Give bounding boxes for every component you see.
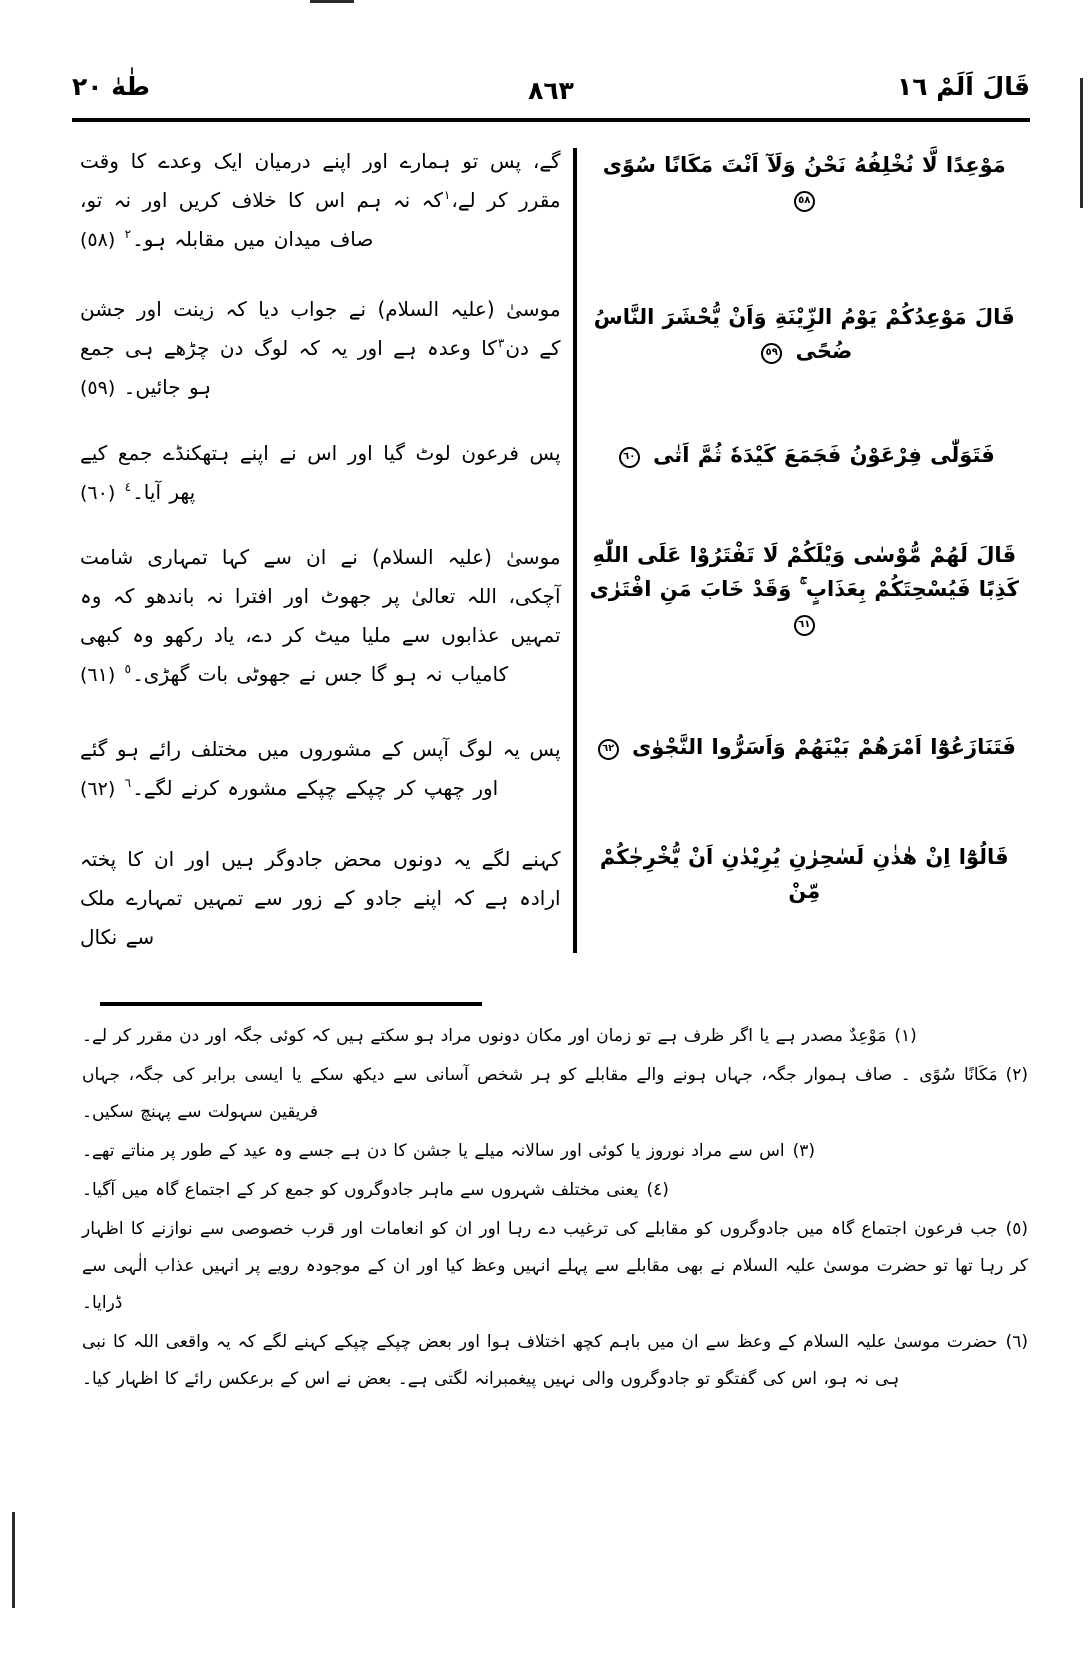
- ayah-block: [587, 148, 1022, 216]
- urdu-column: [78, 140, 567, 960]
- footnote-text: مَکَانًا سُوًی ۔ صاف ہموار جگہ، جہاں ہونے والے مقابلے کو ہر شخص آسانی سے دیکھ سکے یا ایسی برابر کی جگہ، جہاں فریقین سہولت سے پہنچ سکیں۔: [82, 1065, 998, 1123]
- translation-text: گے، پس تو ہمارے اور اپنے درمیان ایک وعدے کا وقت مقرر کر لے،: [80, 149, 561, 212]
- footnote-ref: ٥: [124, 662, 132, 676]
- verse-reference: (٥٩): [80, 377, 116, 399]
- footnote-marker: (٦): [1005, 1332, 1028, 1353]
- translation-text: پس یہ لوگ آپس کے مشوروں میں مختلف رائے ہو گئے اور چھپ کر چپکے چپکے مشورہ کرنے لگے۔: [80, 737, 561, 800]
- ayah-text: قَالَ مَوْعِدُكُمْ يَوْمُ الزِّيْنَةِ وَاَنْ يُّحْشَرَ النَّاسُ ضُحًى: [593, 305, 1015, 364]
- column-divider: [573, 148, 577, 953]
- translation-paragraph: [80, 434, 561, 512]
- footnote-ref: ١: [443, 188, 451, 202]
- footnote-item: [82, 1133, 1028, 1170]
- translation-paragraph: [80, 538, 561, 694]
- footnote-item: [82, 1018, 1028, 1055]
- ayah-number: ٦٠: [619, 447, 640, 468]
- footnote-text: یعنی مختلف شہروں سے ماہر جادوگروں کو جمع کر کے اجتماع گاہ میں آگیا۔: [82, 1180, 639, 1201]
- footnote-text: مَوْعِدٌ مصدر ہے یا اگر ظرف ہے تو زمان اور مکان دونوں مراد ہو سکتے ہیں کہ کوئی جگہ اور دن مقرر کر لے۔: [82, 1026, 887, 1046]
- footnote-ref: ٤: [124, 480, 132, 494]
- translation-paragraph: [80, 142, 561, 259]
- scan-artifact-right: [1080, 78, 1083, 208]
- scan-artifact-top: [310, 0, 354, 3]
- translation-text: کہنے لگے یہ دونوں محض جادوگر ہیں اور ان کا پختہ ارادہ ہے کہ اپنے جادو کے زور سے تمہیں تمہارے ملک سے نکال: [80, 847, 561, 949]
- footnote-marker: (٤): [646, 1180, 669, 1201]
- verse-reference: (٥٨): [80, 229, 116, 251]
- verse-reference: (٦٢): [80, 778, 116, 800]
- header-rule: [72, 118, 1030, 122]
- ayah-number: ٥٩: [761, 343, 782, 364]
- footnote-item: [82, 1324, 1028, 1398]
- running-header: [72, 72, 1030, 120]
- translation-paragraph: [80, 840, 561, 957]
- footnote-marker: (٢): [1005, 1065, 1028, 1086]
- footnote-ref: ٣: [497, 336, 505, 350]
- ayah-block: [587, 300, 1022, 368]
- ayah-block: [587, 840, 1022, 908]
- surah-title: طٰهٰ ٢٠: [72, 72, 150, 101]
- ayah-block: [587, 438, 1022, 472]
- page-number: ٨٦٣: [528, 76, 574, 105]
- footnote-section: [82, 1018, 1028, 1400]
- verse-reference: (٦١): [80, 664, 116, 686]
- body-two-column: [78, 140, 1030, 960]
- footnote-marker: (٣): [792, 1141, 816, 1162]
- ayah-number: ٦٢: [598, 739, 619, 760]
- footnote-marker: (٥): [1005, 1219, 1028, 1240]
- ayah-text: مَوْعِدًا لَّا نُخْلِفُهُ نَحْنُ وَلَآ اَنْتَ مَكَانًا سُوًى: [602, 153, 1006, 177]
- scan-artifact-left: [12, 1512, 15, 1608]
- footnote-item: [82, 1172, 1028, 1209]
- footnote-text: جب فرعون اجتماع گاہ میں جادوگروں کو مقابلے کی ترغیب دے رہا اور ان کو انعامات اور قرب خصوصی سے نوازنے کا اظہار کر رہا تھا تو حضرت موسیٰ علیہ السلام نے بھی مقابلے سے پہلے انہیں وعظ کیا اور ان کے موجودہ رویے پر انہیں عذاب الٰہی سے ڈرایا۔: [82, 1219, 1028, 1314]
- ayah-text: قَالُوْٓا اِنْ هٰذٰنِ لَسٰحِرٰنِ يُرِيْدٰنِ اَنْ يُّخْرِجٰكُمْ مِّنْ: [599, 845, 1009, 904]
- translation-paragraph: [80, 290, 561, 407]
- footnote-text: حضرت موسیٰ علیہ السلام کے وعظ سے ان میں باہم کچھ اختلاف ہوا اور بعض چپکے چپکے کہنے لگے کہ یہ واقعی اللہ کا نبی ہی نہ ہو، اس کی گفتگو تو جادوگروں والی نہیں پیغمبرانہ لگتی ہے۔ بعض نے اس کے برعکس رائے کا اظہار کیا۔: [82, 1332, 998, 1390]
- footnote-text: اس سے مراد نوروز یا کوئی اور سالانہ میلے یا جشن کا دن ہے جسے وہ عید کے طور پر مناتے تھے۔: [82, 1141, 785, 1162]
- ayah-text: قَالَ لَهُمْ مُّوْسٰى وَيْلَكُمْ لَا تَفْتَرُوْا عَلَى اللّٰهِ كَذِبًا فَيُسْحِتَكُمْ بِعَذَابٍ ۚ وَقَدْ خَابَ مَنِ افْتَرٰى: [589, 543, 1019, 602]
- translation-text: کا وعدہ ہے اور یہ کہ لوگ دن چڑھے ہی جمع ہو جائیں۔: [80, 336, 497, 399]
- ayah-block: [587, 730, 1022, 764]
- ayah-block: [587, 538, 1022, 640]
- footnote-marker: (١): [894, 1026, 917, 1046]
- ayah-number: ٥٨: [794, 191, 815, 212]
- translation-text: موسیٰ (علیہ السلام) نے جواب دیا کہ زینت اور جشن کے دن: [80, 297, 561, 360]
- translation-text: پس فرعون لوٹ گیا اور اس نے اپنے ہتھکنڈے جمع کیے پھر آیا۔: [80, 441, 561, 504]
- ayah-number: ٦١: [794, 615, 815, 636]
- translation-text: کہ نہ ہم اس کا خلاف کریں اور نہ تو، صاف میدان میں مقابلہ ہو۔: [80, 188, 443, 251]
- footnote-item: [82, 1211, 1028, 1322]
- ayah-text: فَتَوَلّٰى فِرْعَوْنُ فَجَمَعَ كَيْدَهٗ ثُمَّ اَتٰى: [653, 443, 995, 467]
- footnote-item: [82, 1057, 1028, 1131]
- ayah-text: فَتَنَازَعُوْٓا اَمْرَهُمْ بَيْنَهُمْ وَاَسَرُّوا النَّجْوٰى: [631, 735, 1016, 759]
- verse-reference: (٦٠): [80, 482, 116, 504]
- footnote-separator-rule: [100, 1002, 482, 1006]
- translation-paragraph: [80, 730, 561, 808]
- footnote-ref: ٦: [124, 776, 132, 790]
- juz-title: قَالَ اَلَمْ ١٦: [897, 72, 1030, 101]
- arabic-column: [583, 140, 1030, 960]
- translation-text: موسیٰ (علیہ السلام) نے ان سے کہا تمہاری شامت آچکی، اللہ تعالیٰ پر جھوٹ اور افترا نہ باندھو کہ وہ تمہیں عذابوں سے ملیا میٹ کر دے، یاد رکھو وہ کبھی کامیاب نہ ہو گا جس نے جھوٹی بات گھڑی۔: [80, 545, 561, 686]
- footnote-ref: ٢: [124, 227, 132, 241]
